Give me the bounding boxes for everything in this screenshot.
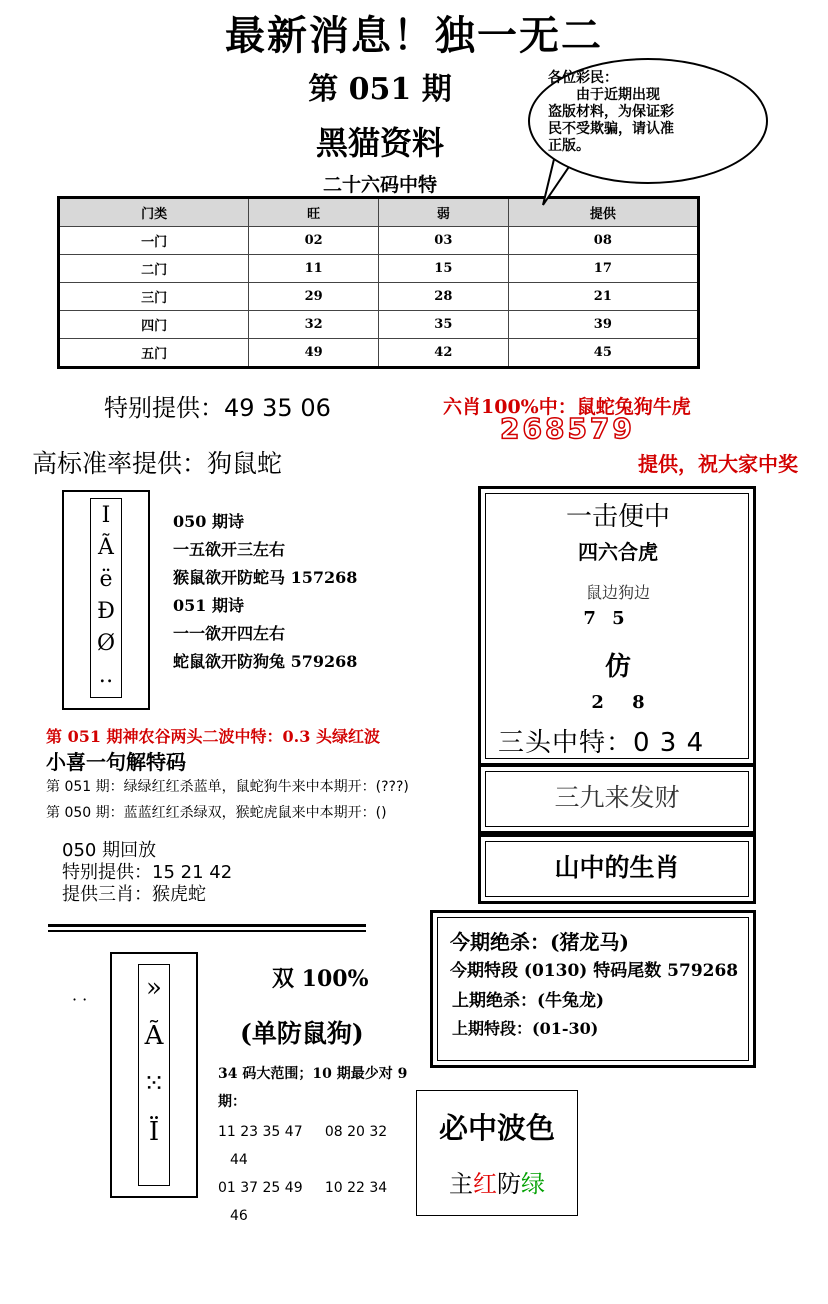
table-cell: 45 — [508, 339, 698, 368]
table-cell: 三门 — [59, 283, 249, 311]
glyph-char: » — [146, 973, 162, 1003]
glyph-char: Đ — [97, 599, 115, 624]
page-title: 最新消息！独一无二 — [225, 12, 603, 59]
range-text: 34 码大范围；10 期最少对 9 期： — [218, 1066, 408, 1110]
table-cell: 五门 — [59, 339, 249, 368]
bubble-line: 民不受欺骗，请认准 — [548, 121, 674, 137]
number-row — [218, 1146, 418, 1174]
table-header: 提供 — [508, 198, 698, 227]
guard-label: 防 — [497, 1170, 521, 1198]
table-cell: 03 — [378, 227, 508, 255]
divider-line — [48, 930, 366, 932]
glyph-image-1 — [62, 490, 150, 710]
table-cell: 35 — [378, 311, 508, 339]
table-cell: 二门 — [59, 255, 249, 283]
one-hit-phrase: 四六合虎 — [578, 540, 658, 564]
main-label: 主 — [449, 1170, 473, 1198]
six-numbers: 268579 — [500, 412, 635, 445]
subtitle: 二十六码中特 — [322, 174, 437, 196]
table-cell: 42 — [378, 339, 508, 368]
glyph-char: ‥ — [98, 663, 114, 688]
bubble-line: 由于近期出现 — [548, 87, 660, 103]
riddle-050: 第 050 期：蓝蓝红红杀绿双，猴蛇虎鼠来中本期开：() — [46, 805, 387, 821]
bubble-line: 盗版材料，为保证彩 — [548, 104, 674, 120]
shennong-line: 第 051 期神农谷两头二波中特：0.3 头绿红波 — [46, 727, 380, 746]
glyph-char: Ã — [98, 535, 114, 560]
table-header: 门类 — [59, 198, 249, 227]
glyph-char: Ø — [96, 631, 116, 656]
number-group: 46 — [230, 1208, 248, 1224]
poem-line: 猴鼠欲开防蛇马 157268 — [173, 568, 358, 587]
sanjiu-box — [478, 764, 756, 834]
glyph-char: ⁙ — [143, 1069, 165, 1099]
table-cell: 17 — [508, 255, 698, 283]
table-row — [59, 283, 699, 311]
xiaoxi-heading: 小喜一句解特码 — [46, 750, 186, 774]
poem-line: 一一欲开四左右 — [173, 624, 286, 643]
divider-line — [48, 924, 366, 927]
number-group: 08 20 32 — [324, 1124, 388, 1140]
number-row — [218, 1118, 418, 1146]
table-row — [59, 339, 699, 368]
three-head-line: 三头中特：0 3 4 — [498, 728, 705, 758]
kill-line-2: 今期特段 (0130) 特码尾数 579268 — [450, 961, 739, 981]
number-table — [57, 196, 700, 369]
green-label: 绿 — [521, 1170, 545, 1198]
bubble-line: 正版。 — [548, 138, 590, 154]
table-header-row — [59, 198, 699, 227]
one-hit-title: 一击便中 — [565, 502, 670, 532]
number-group: 11 23 35 47 — [218, 1124, 303, 1140]
number-group: 10 22 34 — [324, 1180, 388, 1196]
table-cell: 29 — [249, 283, 379, 311]
glyph-image-2 — [110, 952, 198, 1198]
kill-line-1: 今期绝杀：(猪龙马) — [450, 930, 629, 954]
riddle-051: 第 051 期：绿绿红红杀蓝单，鼠蛇狗牛来中本期开：(???) — [46, 779, 409, 795]
table-header: 弱 — [378, 198, 508, 227]
dots: · · — [72, 990, 88, 1009]
table-row — [59, 311, 699, 339]
number-row — [218, 1202, 418, 1230]
bubble-text — [548, 70, 744, 155]
table-cell: 39 — [508, 311, 698, 339]
number-group: 01 37 25 49 — [218, 1180, 303, 1196]
single-guard: (单防鼠狗) — [240, 1019, 364, 1048]
table-cell: 49 — [249, 339, 379, 368]
mountain-zodiac-text: 山中的生肖 — [485, 841, 749, 897]
replay-block — [62, 840, 232, 906]
glyph-char: Ã — [144, 1021, 164, 1051]
glyph-char: I — [101, 503, 111, 528]
poem-line: 051 期诗 — [173, 596, 244, 615]
kill-line-3: 上期绝杀：(牛兔龙) — [452, 991, 605, 1011]
table-cell: 08 — [508, 227, 698, 255]
table-cell: 11 — [249, 255, 379, 283]
six-zodiac-line: 六肖100%中：鼠蛇兔狗牛虎 — [443, 396, 691, 418]
wish-line: 提供，祝大家中奖 — [638, 452, 798, 476]
bubble-line: 各位彩民： — [548, 70, 618, 86]
poem-line: 蛇鼠欲开防狗兔 579268 — [173, 652, 358, 671]
special-provide: 特别提供：49 35 06 — [104, 394, 331, 422]
high-rate-line: 高标准率提供：狗鼠蛇 — [32, 449, 283, 478]
table-cell: 02 — [249, 227, 379, 255]
number-group: 44 — [230, 1152, 248, 1168]
table-row — [59, 255, 699, 283]
table-cell: 四门 — [59, 311, 249, 339]
number-row — [218, 1174, 418, 1202]
table-cell: 一门 — [59, 227, 249, 255]
replay-title: 050 期回放 — [62, 840, 157, 861]
main-title: 黑猫资料 — [315, 124, 444, 162]
sanjiu-text: 三九来发财 — [485, 771, 749, 827]
glyph-char: ë — [99, 567, 113, 592]
glyph-image-frame — [138, 964, 170, 1186]
red-label: 红 — [473, 1170, 497, 1198]
wave-color-line — [416, 1164, 578, 1199]
replay-special: 特别提供：15 21 42 — [62, 862, 233, 883]
numbers-7-5: 7 5 — [583, 608, 625, 629]
table-cell: 15 — [378, 255, 508, 283]
poem-line: 一五欲开三左右 — [173, 540, 286, 559]
fang-char: 仿 — [604, 652, 631, 682]
replay-three-zodiac: 提供三肖：猴虎蛇 — [62, 884, 206, 905]
table-cell: 21 — [508, 283, 698, 311]
numbers-2-8: 2 8 — [591, 692, 645, 713]
table-cell: 28 — [378, 283, 508, 311]
table-row — [59, 227, 699, 255]
mountain-zodiac-box — [478, 834, 756, 904]
wave-color-title: 必中波色 — [438, 1111, 555, 1145]
issue-number: 第 051 期 — [308, 72, 452, 107]
double-100: 双 100% — [272, 966, 369, 992]
edge-zodiac: 鼠边狗边 — [585, 583, 650, 602]
number-grid — [218, 1118, 418, 1230]
table-cell: 32 — [249, 311, 379, 339]
poem-line: 050 期诗 — [173, 512, 244, 531]
poem-block — [173, 508, 357, 676]
glyph-image-frame — [90, 498, 122, 698]
table-header: 旺 — [249, 198, 379, 227]
glyph-char: Ï — [148, 1117, 160, 1147]
kill-line-4: 上期特段：(01-30) — [452, 1019, 599, 1038]
